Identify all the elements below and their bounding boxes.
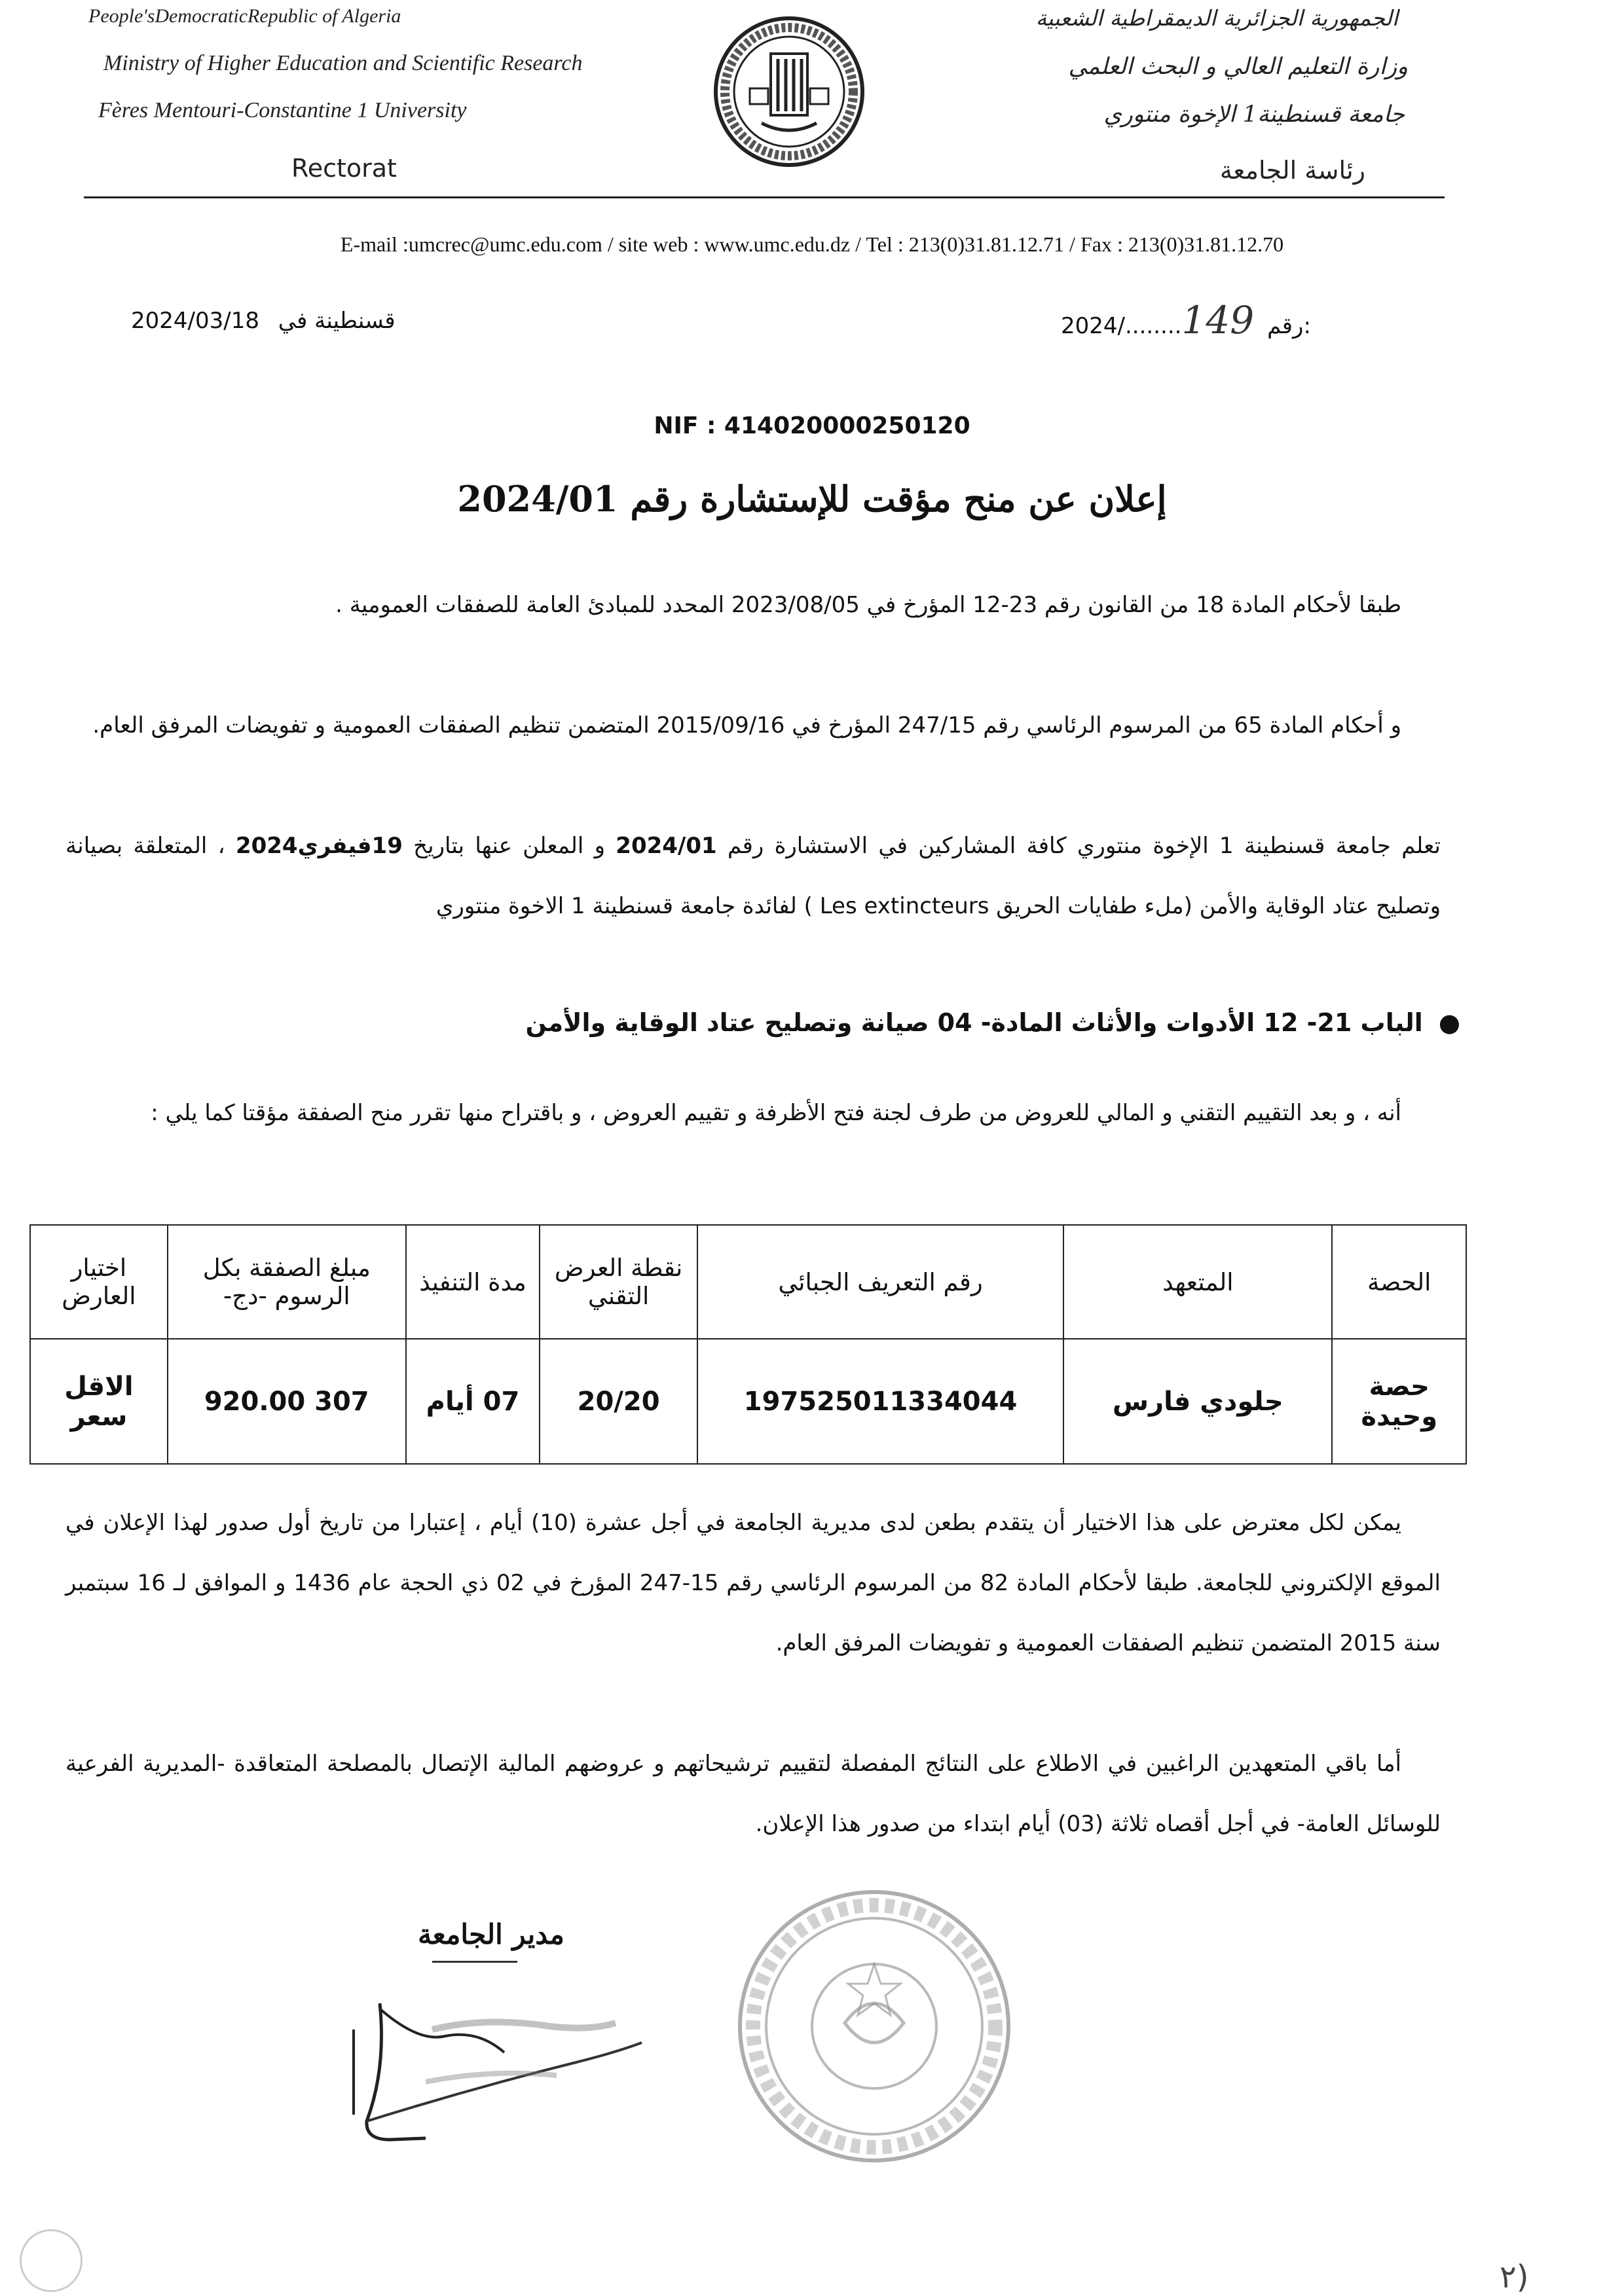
- date-label: قسنطينة في: [278, 308, 396, 334]
- award-table: [29, 1224, 1467, 1465]
- table-cell-amount: 307 920.00: [168, 1339, 406, 1464]
- table-cell-selection: الاقل سعر: [30, 1339, 168, 1464]
- handwritten-signature: [341, 1990, 707, 2160]
- table-header: المتعهد: [1063, 1225, 1332, 1339]
- table-header: الحصة: [1332, 1225, 1466, 1339]
- letterhead-ar-country: الجمهورية الجزائرية الديمقراطية الشعبية: [1035, 5, 1398, 31]
- reference-label: رقم:: [1267, 313, 1311, 339]
- reference-year: 2024/: [1061, 313, 1125, 339]
- signatory-title: مدير الجامعة: [418, 1918, 564, 1950]
- official-stamp: [733, 1886, 1015, 2167]
- table-cell-duration: 07 أيام: [406, 1339, 540, 1464]
- table-header: مدة التنفيذ: [406, 1225, 540, 1339]
- paragraph-results-access: أما باقي المتعهدين الراغبين في الاطلاع على النتائج المفصلة لتقييم ترشيحاتهم و عروضهم المالية الإتصال بالمصلحة المتعاقدة -المديرية الفرعية للوسائل العامة- في أجل أقصاه ثلاثة (03) أيام ابتداء من صدور هذا الإعلان.: [65, 1751, 1441, 1837]
- reference-line: 2024/........149 رقم:: [1061, 298, 1311, 342]
- table-header: اختيار العارض: [30, 1225, 168, 1339]
- table-header-row: [30, 1225, 1466, 1339]
- date-line: [131, 308, 396, 334]
- header-rule: [84, 196, 1445, 198]
- letterhead-ar-office: رئاسة الجامعة: [1219, 156, 1365, 185]
- table-cell-technical-score: 20/20: [540, 1339, 697, 1464]
- letterhead-en-university: Fères Mentouri-Constantine 1 University: [98, 98, 467, 122]
- announcement-title: إعلان عن منح مؤقت للإستشارة رقم 2024/01: [457, 478, 1167, 520]
- consultation-date: 19فيفري2024: [235, 833, 403, 859]
- table-cell-tax-id: 197525011334044: [697, 1339, 1063, 1464]
- paragraph-appeal: يمكن لكل معترض على هذا الاختيار أن يتقدم بطعن لدى مديرية الجامعة في أجل عشرة (10) أيام ، إعتبارا من تاريخ أول صدور لهذا الإعلان في الموقع الإلكتروني للجامعة. طبقا لأحكام المادة 82 من المرسوم الرئاسي رقم 15-247 المؤرخ في 02 ذي الحجة عام 1436 و الموافق لـ 16 سبتمبر سنة 2015 المتضمن تنظيم الصفقات العمومية و تفويضات المرفق العام.: [65, 1510, 1441, 1656]
- nif-line: NIF : 414020000250120: [654, 412, 970, 439]
- paragraph-legal-basis-1: طبقا لأحكام المادة 18 من القانون رقم 23-12 المؤرخ في 2023/08/05 المحدد للمبادئ العامة للصفقات العمومية .: [335, 592, 1401, 618]
- contact-line: E-mail :umcrec@umc.edu.com / site web : www.umc.edu.dz / Tel : 213(0)31.81.12.71 / Fax : 213(0)31.81.12.70: [340, 232, 1284, 256]
- page-number-mark: (٢: [1500, 2259, 1529, 2295]
- letterhead-ar-ministry: وزارة التعليم العالي و البحث العلمي: [1068, 54, 1408, 80]
- letterhead-en-country: People'sDemocraticRepublic of Algeria: [88, 5, 401, 27]
- paragraph-consultation: تعلم جامعة قسنطينة 1 الإخوة منتوري كافة المشاركين في الاستشارة رقم 2024/01 و المعلن عنها بتاريخ 19فيفري2024 ، المتعلقة بصيانة وتصليح عتاد الوقاية والأمن (ملء طفايات الحريق Les extincteurs ) لفائدة جامعة قسنطينة 1 الاخوة منتوري: [65, 833, 1441, 919]
- letterhead-ar-university: جامعة قسنطينة1 الإخوة منتوري: [1103, 101, 1405, 128]
- signatory-underline: [432, 1961, 517, 1963]
- paragraph-legal-basis-2: و أحكام المادة 65 من المرسوم الرئاسي رقم 247/15 المؤرخ في 2015/09/16 المتضمن تنظيم الصفقات العمومية و تفويضات المرفق العام.: [92, 712, 1401, 738]
- table-row: [30, 1339, 1466, 1464]
- paragraph-evaluation: أنه ، و بعد التقييم التقني و المالي للعروض من طرف لجنة فتح الأظرفة و تقييم العروض ، و باقتراح منها تقرر منح الصفقة مؤقتا كما يلي :: [151, 1100, 1401, 1126]
- university-logo: [710, 13, 868, 170]
- date-value: 2024/03/18: [131, 308, 259, 334]
- budget-chapter-bullet: ●الباب 21- 12 الأدوات والأثاث المادة- 04 صيانة وتصليح عتاد الوقاية والأمن: [525, 1008, 1460, 1037]
- table-cell-lot: حصة وحيدة: [1332, 1339, 1466, 1464]
- letterhead-en-ministry: Ministry of Higher Education and Scientific Research: [103, 51, 583, 75]
- bullet-icon: ●: [1438, 1008, 1460, 1037]
- table-cell-bidder: جلودي فارس: [1063, 1339, 1332, 1464]
- consultation-number: 2024/01: [616, 833, 717, 859]
- table-header: نقطة العرض التقني: [540, 1225, 697, 1339]
- table-header: مبلغ الصفقة بكل الرسوم -دج-: [168, 1225, 406, 1339]
- letterhead-en-office: Rectorat: [291, 154, 397, 183]
- corner-stamp-fragment: [20, 2229, 83, 2292]
- reference-number-handwritten: 149: [1181, 298, 1255, 342]
- table-header: رقم التعريف الجبائي: [697, 1225, 1063, 1339]
